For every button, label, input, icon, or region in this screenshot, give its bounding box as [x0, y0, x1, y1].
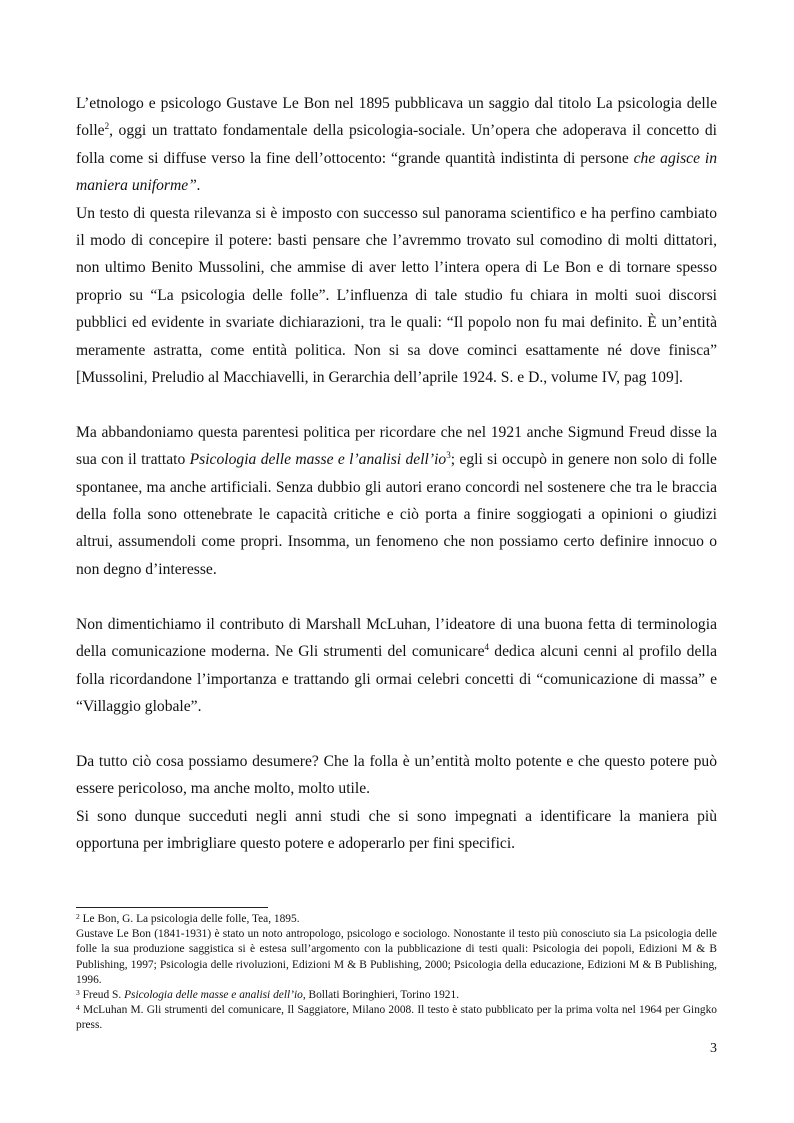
footnote-3-title: Psicologia delle masse e analisi dell’io	[124, 989, 303, 1002]
footnote-4-number: 4	[76, 1003, 80, 1013]
paragraph-le-bon-text-a: L’etnologo e psicologo Gustave Le Bon nel 1895 pubblicava un saggio dal titolo La psicologia delle folle	[76, 95, 717, 140]
footnote-4-text: McLuhan M. Gli strumenti del comunicare, Il Saggiatore, Milano 2008. Il testo è stato pubblicato per la prima volta nel 1964 per Gingko press.	[76, 1004, 717, 1032]
paragraph-le-bon-italic: che agisce in maniera uniforme”.	[76, 149, 718, 195]
paragraph-freud	[76, 419, 717, 583]
paragraph-freud-text-a: Ma abbandoniamo questa parentesi politica per ricordare che nel 1921 anche Sigmund Freud disse la sua con il trattato	[76, 423, 717, 469]
footnotes	[76, 912, 717, 1034]
page-number: 3	[710, 1041, 717, 1056]
footnote-4	[76, 1003, 717, 1033]
footnote-3	[76, 988, 717, 1003]
paragraph-influence: Un testo di questa rilevanza si è imposto con successo sul panorama scientifico e ha perfino cambiato il modo di concepire il potere: basti pensare che l’avremmo trovato sul comodino di molti dittatori, non ultimo Benito Mussolini, che ammise di aver letto l’intera opera di Le Bon e di tornare spesso proprio su “La psicologia delle folle”. L’influenza di tale studio fu chiara in molti suoi discorsi pubblici ed evidente in svariate dichiarazioni, tra le quali: “Il popolo non fu mai definito. È un’entità meramente astratta, come entità politica. Non si sa dove cominci esattamente né dove finisca” [Mussolini, Preludio al Macchiavelli, in Gerarchia dell’aprile 1924. S. e D., volume IV, pag 109].	[76, 204, 717, 387]
footnote-ref-2: 2	[104, 121, 110, 132]
paragraph-mcluhan-text-b: dedica alcuni cenni al profilo della folla ricordandone l’importanza e trattando gli ormai celebri concetti di “comunicazione di massa” e “Villaggio globale”.	[76, 643, 717, 715]
paragraph-freud-text-b: ; egli si occupò in genere non solo di folle spontanee, ma anche artificiali. Senza dubbio gli autori erano concordi nel sostenere che tra le braccia della folla sono ottenebrate le capacità critiche e ciò porta a finire soggiogati a opinioni o giudizi altrui, assumendoli come propri. Insomma, un fenomeno che non possiamo certo definire innocuo o non degno d’interesse.	[76, 451, 717, 578]
paragraph-mcluhan	[76, 611, 717, 721]
freud-book-title: Psicologia delle masse e l’analisi dell’io	[189, 451, 447, 469]
footnote-3-text-a: Freud S.	[79, 989, 125, 1002]
footnote-ref-3: 3	[446, 450, 451, 461]
footnote-ref-4: 4	[484, 642, 490, 653]
paragraph-mcluhan-text-a: Non dimentichiamo il contributo di Marshall McLuhan, l’ideatore di una buona fetta di terminologia della comunicazione moderna. Ne Gli strumenti del comunicare	[76, 615, 717, 661]
footnote-3-text-b: , Bollati Boringhieri, Torino 1921.	[302, 989, 460, 1002]
paragraph-le-bon-text-b: , oggi un trattato fondamentale della psicologia-sociale. Un’opera che adoperava il concetto di folla come si diffuse verso la fine dell’ottocento: “grande quantità indistinta di persone	[76, 122, 717, 167]
footnote-separator	[76, 907, 268, 908]
footnote-2	[76, 912, 717, 927]
paragraph-studies: Si sono dunque succeduti negli anni studi che si sono impegnati a identificare la maniera più opportuna per imbrigliare questo potere e adoperarlo per fini specifici.	[76, 807, 717, 852]
footnote-2-detail: Gustave Le Bon (1841-1931) è stato un noto antropologo, psicologo e sociologo. Nonostante il testo più conosciuto sia La psicologia delle folle la sua produzione saggistica si è estesa sull’argomento con la pubblicazione di testi quali: Psicologia dei popoli, Edizioni M & B Publishing, 1997; Psicologia delle rivoluzioni, Edizioni M & B Publishing, 2000; Psicologia della educazione, Edizioni M & B Publishing, 1996.	[76, 928, 717, 986]
body-text	[76, 90, 717, 857]
paragraph-le-bon	[76, 90, 717, 200]
footnote-2-text: Le Bon, G. La psicologia delle folle, Tea, 1895.	[79, 913, 300, 925]
footnote-2-number: 2	[76, 912, 80, 921]
footnote-3-number: 3	[76, 988, 80, 998]
paragraph-conclusion: Da tutto ciò cosa possiamo desumere? Che la folla è un’entità molto potente e che questo potere può essere pericoloso, ma anche molto, molto utile.	[76, 752, 717, 798]
